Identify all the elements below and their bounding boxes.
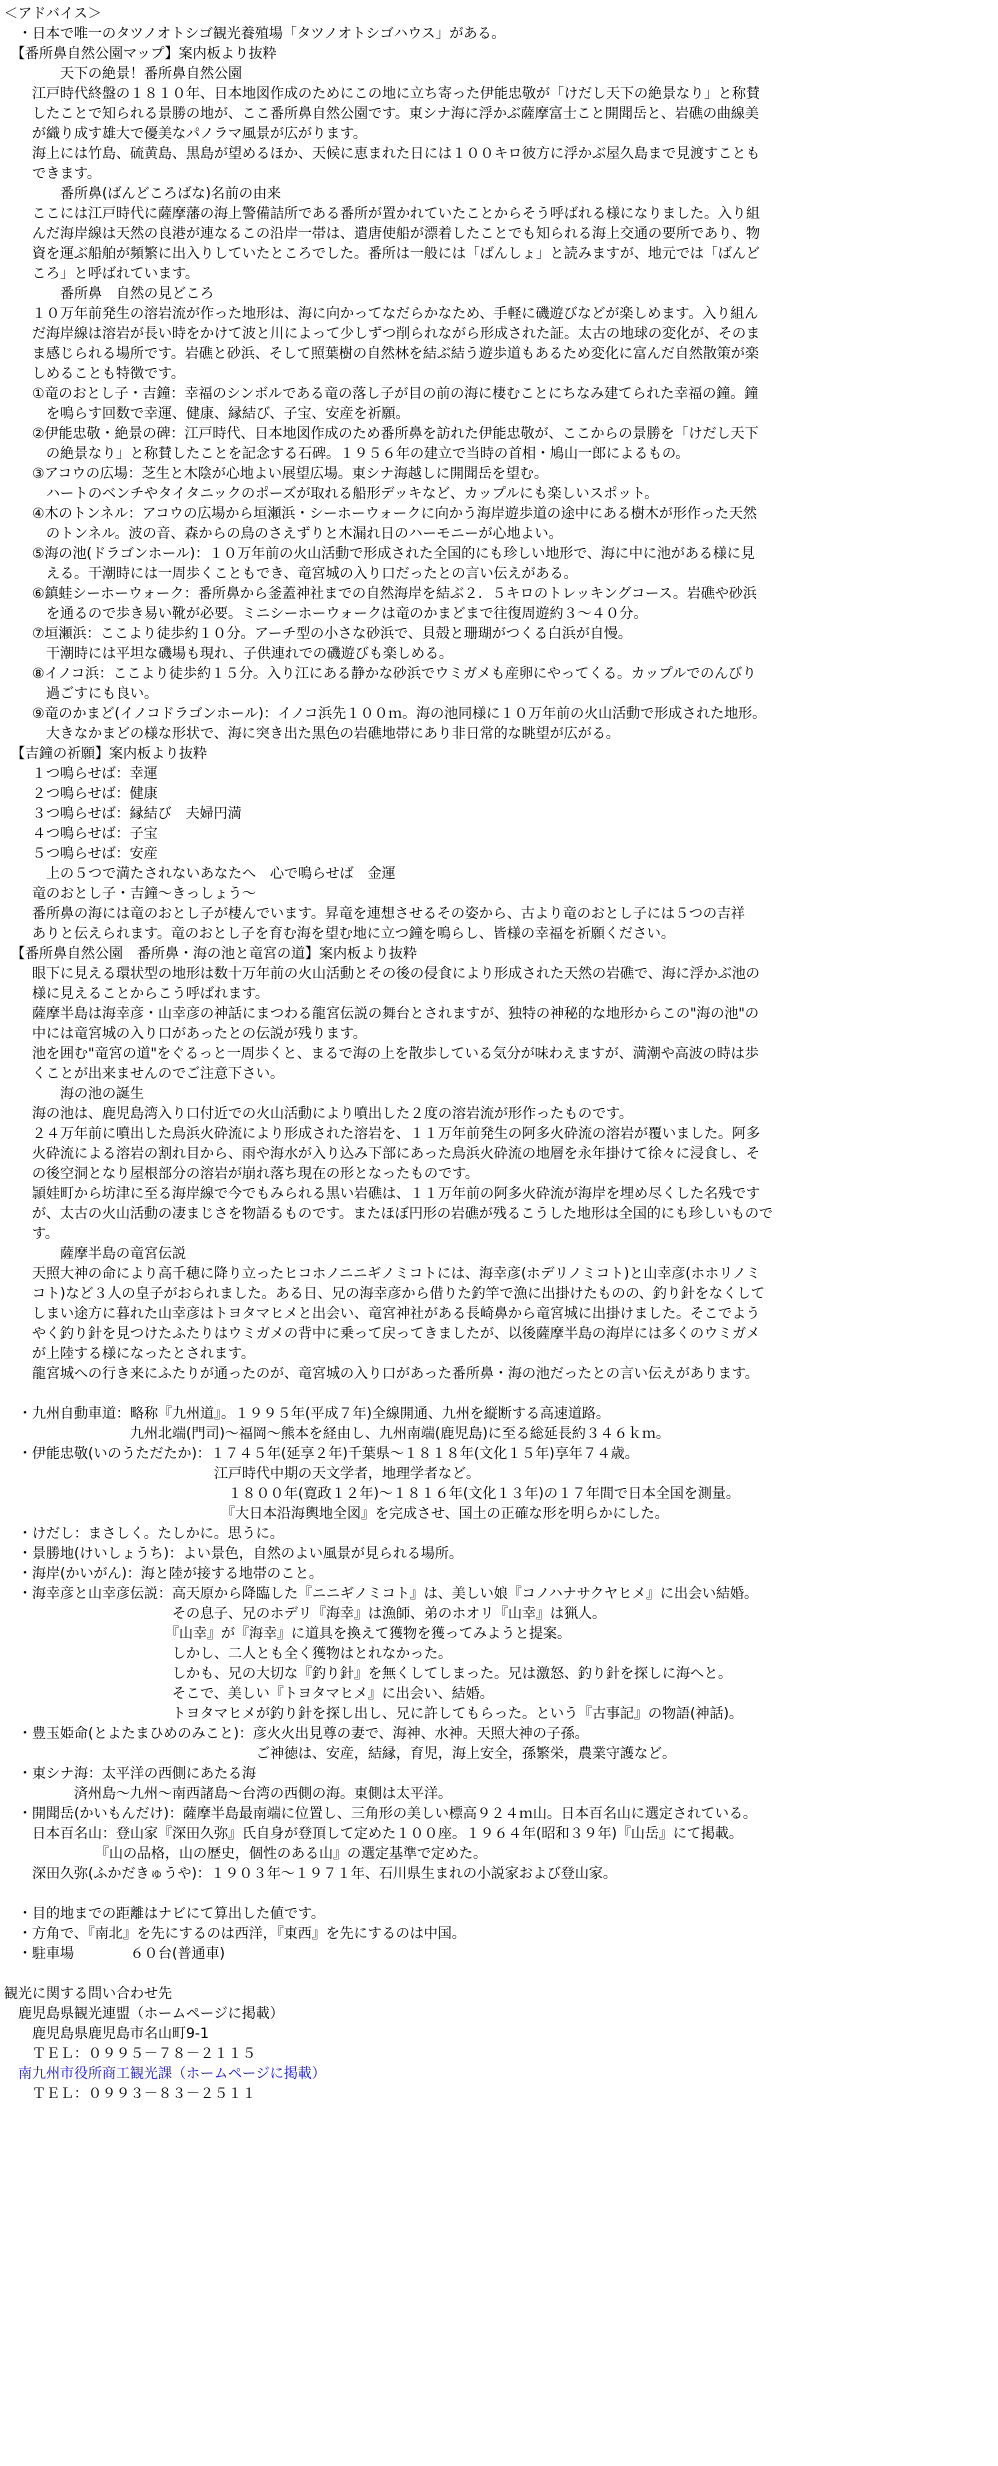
text-line: 深田久弥(ふかだきゅうや)：１９０３年～１９７１年、石川県生まれの小説家および登山家。 [4, 1866, 617, 1882]
text-line: しめることも特徴です。 [4, 366, 185, 382]
text-line: 鹿児島県観光連盟（ホームページに掲載） [4, 2006, 284, 2022]
text-line: ④木のトンネル：アコウの広場から垣瀬浜・シーホーウォークに向かう海岸遊歩道の途中にある樹木が形作った天然 [4, 506, 757, 522]
text-line: 江戸時代中期の天文学者，地理学者など。 [4, 1466, 480, 1482]
text-line: 済州島～九州～南西諸島～台湾の西側の海。東側は太平洋。 [4, 1786, 452, 1802]
text-line: ２４万年前に噴出した鳥浜火砕流により形成された溶岩を、１１万年前発生の阿多火砕流の溶岩が覆いました。阿多 [4, 1126, 760, 1142]
text-line: を鳴らす回数で幸運、健康、縁結び、子宝、安産を祈願。 [4, 406, 410, 422]
text-line: ・目的地までの距離はナビにて算出した値です。 [4, 1906, 325, 1922]
text-line: ５つ鳴らせば：安産 [4, 846, 158, 862]
text-line: ＴＥＬ：０９９３－８３－２５１１ [4, 2086, 256, 2102]
text-line: を通るので歩き易い靴が必要。ミニシーホーウォークは竜のかまどまで往復周遊約３～４０分。 [4, 606, 648, 622]
text-line: 番所鼻(ばんどころばな)名前の由来 [4, 186, 281, 202]
text-line: んだ海岸線は天然の良港が連なるこの沿岸一帯は、遣唐使船が漂着したことでも知られる海上交通の要所であり、物 [4, 226, 760, 242]
text-line: 九州北端(門司)～福岡～熊本を経由し、九州南端(鹿児島)に至る総延長約３４６ｋｍ。 [4, 1426, 670, 1442]
text-line: 薩摩半島の竜宮伝説 [4, 1246, 186, 1262]
text-line: 日本百名山：登山家『深田久弥』氏自身が登頂して定めた１００座。１９６４年(昭和３９年)『山岳』にて掲載。 [4, 1826, 743, 1842]
text-line: そこで、美しい『トヨタマヒメ』に出会い、結婚。 [4, 1686, 494, 1702]
text-line: 海の池の誕生 [4, 1086, 144, 1102]
text-line: ・日本で唯一のタツノオトシゴ観光養殖場「タツノオトシゴハウス」がある。 [4, 26, 506, 42]
text-line: 中には竜宮城の入り口があったとの伝説が残ります。 [4, 1026, 367, 1042]
text-line: す。 [4, 1226, 59, 1242]
text-line: ⑦垣瀬浜：ここより徒歩約１０分。アーチ型の小さな砂浜で、貝殻と珊瑚がつくる白浜が自慢。 [4, 626, 632, 642]
text-line: コト)など３人の皇子がおられました。ある日、兄の海幸彦から借りた釣竿で漁に出掛けたものの、釣り針をなくして [4, 1286, 765, 1302]
text-line [4, 1884, 994, 1904]
text-line: ・海岸(かいがん)：海と陸が接する地帯のこと。 [4, 1566, 323, 1582]
text-line [4, 1384, 994, 1404]
text-line: しまい途方に暮れた山幸彦はトヨタマヒメと出会い、竜宮神社がある長崎鼻から竜宮城に出掛けました。そこでよう [4, 1306, 760, 1322]
text-line: 上の５つで満たされないあなたへ 心で鳴らせば 金運 [4, 866, 396, 882]
text-line: ハートのベンチやタイタニックのポーズが取れる船形デッキなど、カップルにも楽しいスポット。 [4, 486, 659, 502]
text-line: 天下の絶景！番所鼻自然公園 [4, 66, 242, 82]
text-line: が織り成す雄大で優美なパノラマ風景が広がります。 [4, 126, 367, 142]
text-line: 火砕流による溶岩の割れ目から、雨や海水が入り込み下部にあった鳥浜火砕流の地層を永年掛けて徐々に浸食し、そ [4, 1146, 760, 1162]
text-line: ・開聞岳(かいもんだけ)：薩摩半島最南端に位置し、三角形の美しい標高９２４ｍ山。日本百名山に選定されている。 [4, 1806, 757, 1822]
text-line: １つ鳴らせば：幸運 [4, 766, 158, 782]
text-line: 『山の品格，山の歴史，個性のある山』の選定基準で定めた。 [4, 1846, 487, 1862]
text-line: やく釣り針を見つけたふたりはウミガメの背中に乗って戻ってきましたが、以後薩摩半島の海岸には多くのウミガメ [4, 1326, 760, 1342]
text-line: ・景勝地(けいしょうち)：よい景色，自然のよい風景が見られる場所。 [4, 1546, 463, 1562]
text-line: 海上には竹島、硫黄島、黒島が望めるほか、天候に恵まれた日には１００キロ彼方に浮かぶ屋久島まで見渡すことも [4, 146, 760, 162]
text-line: ・九州自動車道：略称『九州道』。１９９５年(平成７年)全線開通、九州を縦断する高速道路。 [4, 1406, 610, 1422]
text-line: 龍宮城への行き来にふたりが通ったのが、竜宮城の入り口があった番所鼻・海の池だったとの言い伝えがあります。 [4, 1366, 759, 1382]
text-line: したことで知られる景勝の地が、ここ番所鼻自然公園です。東シナ海に浮かぶ薩摩富士こと開聞岳と、岩礁の曲線美 [4, 106, 759, 122]
text-line: ・海幸彦と山幸彦伝説：高天原から降臨した『ニニギノミコト』は、美しい娘『コノハナサクヤヒメ』に出会い結婚。 [4, 1586, 759, 1602]
text-line: 【吉鐘の祈願】案内板より抜粋 [4, 746, 207, 762]
text-line: ⑨竜のかまど(イノコドラゴンホール)：イノコ浜先１００ｍ。海の池同様に１０万年前の火山活動で形成された地形。 [4, 706, 767, 722]
text-line: １８００年(寛政１２年)～１８１６年(文化１３年)の１７年間で日本全国を測量。 [4, 1486, 740, 1502]
text-line: の絶景なり」と称賛したことを記念する石碑。１９５６年の建立で当時の首相・鳩山一郎によるもの。 [4, 446, 690, 462]
text-line: しかも、兄の大切な『釣り針』を無くしてしまった。兄は激怒、釣り針を探しに海へと。 [4, 1666, 732, 1682]
text-line: 【番所鼻自然公園 番所鼻・海の池と竜宮の道】案内板より抜粋 [4, 946, 417, 962]
text-line: 眼下に見える環状型の地形は数十万年前の火山活動とその後の侵食により形成された天然の岩礁で、海に浮かぶ池の [4, 966, 760, 982]
text-line: ・伊能忠敬(いのうただたか)：１７４５年(延享２年)千葉県～１８１８年(文化１５年)享年７４歳。 [4, 1446, 639, 1462]
text-line: ⑧イノコ浜：ここより徒歩約１５分。入り江にある静かな砂浜でウミガメも産卵にやってくる。カップルでのんびり [4, 666, 757, 682]
text-line: 海の池は、鹿児島湾入り口付近での火山活動により噴出した２度の溶岩流が形作ったものです。 [4, 1106, 633, 1122]
text-line: しかし、二人とも全く獲物はとれなかった。 [4, 1646, 452, 1662]
text-line: 資を運ぶ船舶が頻繁に出入りしていたところでした。番所は一般には「ばんしょ」と読みますが、地元では「ばんど [4, 246, 760, 262]
text-line: ・方角で、『南北』を先にするのは西洋，『東西』を先にするのは中国。 [4, 1926, 466, 1942]
text-line: 池を囲む"竜宮の道"をぐるっと一周歩くと、まるで海の上を散歩している気分が味わえますが、満潮や高波の時は歩 [4, 1046, 759, 1062]
text-line: 天照大神の命により高千穂に降り立ったヒコホノニニギノミコトには、海幸彦(ホデリノミコト)と山幸彦(ホホリノミ [4, 1266, 761, 1282]
text-line: ①竜のおとし子・吉鐘：幸福のシンボルである竜の落し子が目の前の海に棲むことにちなみ建てられた幸福の鐘。鐘 [4, 386, 759, 402]
text-line: の後空洞となり屋根部分の溶岩が崩れ落ち現在の形となったものです。 [4, 1166, 479, 1182]
text-line: くことが出来ませんのでご注意下さい。 [4, 1066, 284, 1082]
text-line: が、太古の火山活動の凄まじさを物語るものです。またほぼ円形の岩礁が残るこうした地形は全国的にも珍しいもので [4, 1206, 773, 1222]
text-line: ４つ鳴らせば：子宝 [4, 826, 158, 842]
text-line: 過ごすにも良い。 [4, 686, 158, 702]
text-line: 『大日本沿海輿地全図』を完成させ、国土の正確な形を明らかにした。 [4, 1506, 669, 1522]
text-line: ・豊玉姫命(とよたまひめのみこと)：彦火火出見尊の妻で、海神、水神。天照大神の子孫。 [4, 1726, 589, 1742]
text-line: 大きなかまどの様な形状で、海に突き出た黒色の岩礁地帯にあり非日常的な眺望が広がる。 [4, 726, 620, 742]
text-line: ⑤海の池(ドラゴンホール)：１０万年前の火山活動で形成された全国的にも珍しい地形で、海に中に池がある様に見 [4, 546, 755, 562]
text-line: ありと伝えられます。竜のおとし子を育む海を望む地に立つ鐘を鳴らし、皆様の幸福を祈願ください。 [4, 926, 675, 942]
text-line: 【番所鼻自然公園マップ】案内板より抜粋 [4, 46, 277, 62]
text-line: ３つ鳴らせば：縁結び 夫婦円満 [4, 806, 242, 822]
text-line: できます。 [4, 166, 101, 182]
text-line: 観光に関する問い合わせ先 [4, 1986, 172, 2002]
text-line: 竜のおとし子・吉鐘～きっしょう～ [4, 886, 256, 902]
text-line: 薩摩半島は海幸彦・山幸彦の神話にまつわる龍宮伝説の舞台とされますが、独特の神秘的な地形からこの"海の池"の [4, 1006, 759, 1022]
text-line: 干潮時には平坦な磯場も現れ、子供連れでの磯遊びも楽しめる。 [4, 646, 453, 662]
text-line: ご神徳は、安産，結縁，育児，海上安全，孫繁栄，農業守護など。 [4, 1746, 676, 1762]
contact-link[interactable]: 南九州市役所商工観光課（ホームページに掲載） [4, 2066, 326, 2082]
text-line: ＜アドバイス＞ [4, 6, 102, 22]
text-line: が上陸する様になったとされます。 [4, 1346, 255, 1362]
text-line: １０万年前発生の溶岩流が作った地形は、海に向かってなだらかなため、手軽に磯遊びなどが楽しめます。入り組ん [4, 306, 759, 322]
text-line: ２つ鳴らせば：健康 [4, 786, 158, 802]
text-line: 頴娃町から坊津に至る海岸線で今でもみられる黒い岩礁は、１１万年前の阿多火砕流が海岸を埋め尽くした名残です [4, 1186, 760, 1202]
text-line: ま感じられる場所です。岩礁と砂浜、そして照葉樹の自然林を結ぶ結う遊歩道もあるため変化に富んだ自然散策が楽 [4, 346, 759, 362]
text-line: ②伊能忠敬・絶景の碑：江戸時代、日本地図作成のため番所鼻を訪れた伊能忠敬が、ここからの景勝を「けだし天下 [4, 426, 759, 442]
text-line: える。干潮時には一周歩くこともでき、竜宮城の入り口だったとの言い伝えがある。 [4, 566, 578, 582]
text-line: ころ」と呼ばれています。 [4, 266, 199, 282]
text-line: 番所鼻 自然の見どころ [4, 286, 214, 302]
text-line: 番所鼻の海には竜のおとし子が棲んでいます。昇竜を連想させるその姿から、古より竜のおとし子には５つの吉祥 [4, 906, 745, 922]
text-line: ＴＥＬ：０９９５－７８－２１１５ [4, 2046, 256, 2062]
text-line: 江戸時代終盤の１８１０年、日本地図作成のためにこの地に立ち寄った伊能忠敬が「けだし天下の絶景なり」と称賛 [4, 86, 760, 102]
text-line: ③アコウの広場：芝生と木陰が心地よい展望広場。東シナ海越しに開聞岳を望む。 [4, 466, 548, 482]
text-line: ・東シナ海：太平洋の西側にあたる海 [4, 1766, 256, 1782]
text-line: トヨタマヒメが釣り針を探し出し、兄に許してもらった。という『古事記』の物語(神話)。 [4, 1706, 743, 1722]
text-line: その息子、兄のホデリ『海幸』は漁師、弟のホオリ『山幸』は猟人。 [4, 1606, 606, 1622]
text-line: ・駐車場 ６０台(普通車) [4, 1946, 225, 1962]
text-line: ここには江戸時代に薩摩藩の海上警備詰所である番所が置かれていたことからそう呼ばれる様になりました。入り組 [4, 206, 760, 222]
text-line: ⑥鎮蛙シーホーウォーク：番所鼻から釜蓋神社までの自然海岸を結ぶ２．５キロのトレッキングコース。岩礁や砂浜 [4, 586, 757, 602]
text-line: だ海岸線は溶岩が長い時をかけて波と川によって少しずつ削られながら形成された証。太古の地球の変化が、そのま [4, 326, 760, 342]
text-line: ・けだし：まさしく。たしかに。思うに。 [4, 1526, 284, 1542]
text-line: のトンネル。波の音、森からの鳥のさえずりと木漏れ日のハーモニーが心地よい。 [4, 526, 563, 542]
text-line: 鹿児島県鹿児島市名山町9-1 [4, 2026, 209, 2042]
text-line [4, 1964, 994, 1984]
text-line: 様に見えることからこう呼ばれます。 [4, 986, 269, 1002]
text-line: 『山幸』が『海幸』に道具を換えて獲物を獲ってみようと提案。 [4, 1626, 571, 1642]
